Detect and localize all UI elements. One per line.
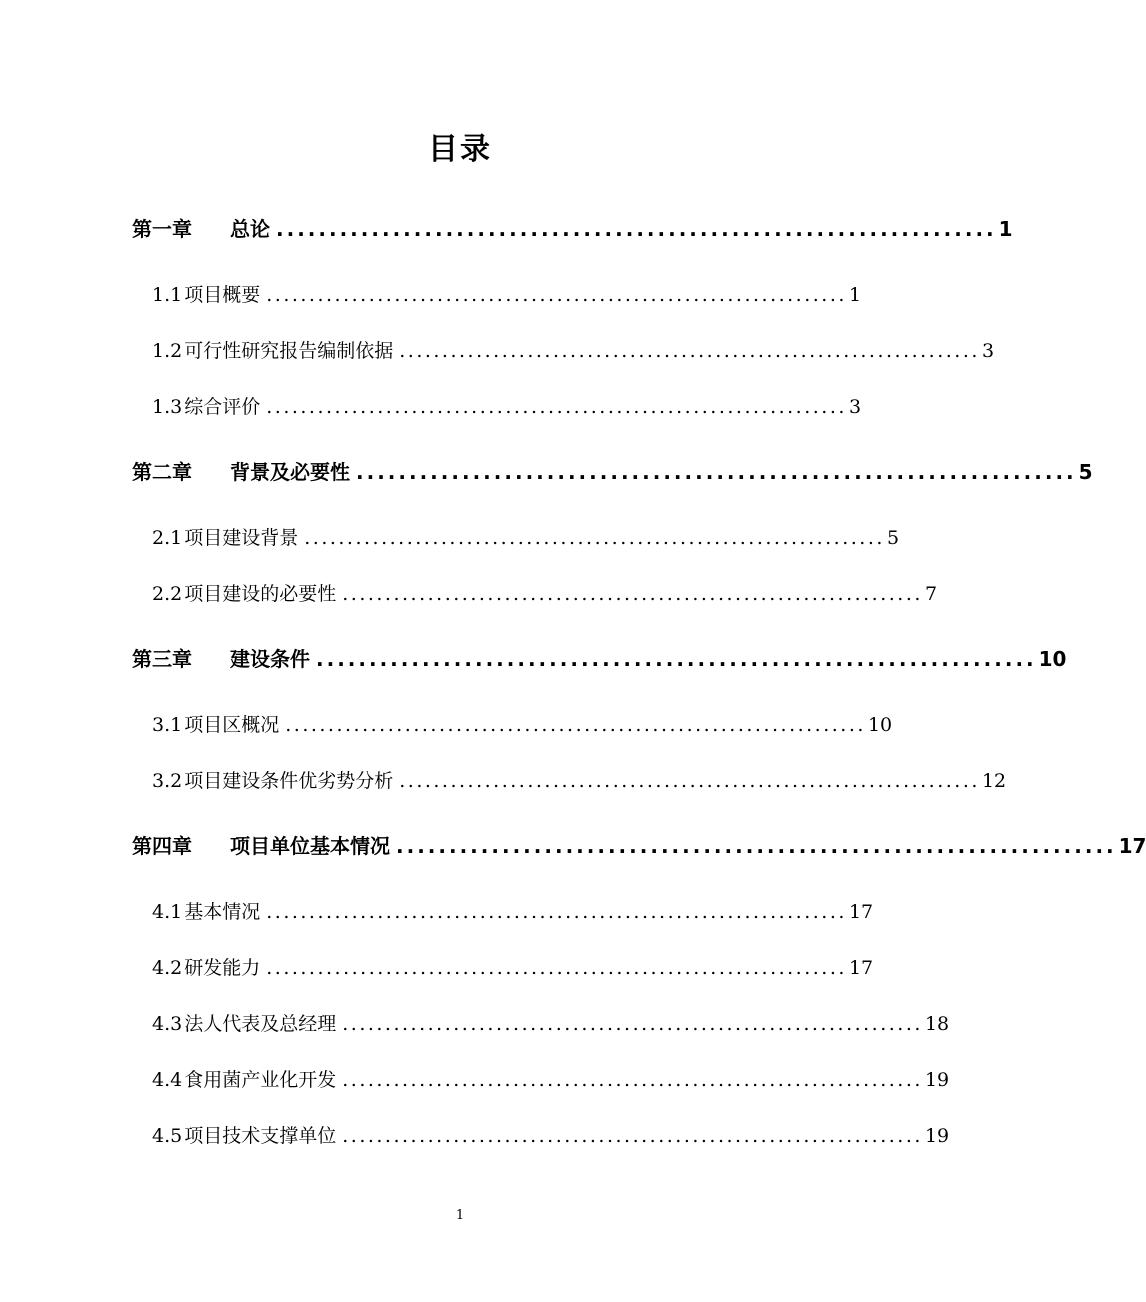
dot-leader: .................................................................... [316, 647, 1037, 671]
toc-entry-page: 5 [886, 527, 900, 549]
toc-entry-section-3-1[interactable] [152, 708, 893, 742]
toc-entry-label: 背景及必要性 [230, 460, 350, 484]
toc-entry-label: 基本情况 [184, 901, 261, 923]
toc-entry-label: 项目技术支撑单位 [184, 1125, 337, 1147]
toc-entry-label: 总论 [230, 217, 270, 241]
toc-entry-number: 1.1 [152, 284, 183, 306]
dot-leader: .................................................................... [266, 396, 847, 418]
toc-entry-page: 10 [867, 714, 893, 736]
toc-entry-chapter-4[interactable] [132, 829, 1146, 863]
toc-entry-page: 1 [848, 284, 862, 306]
dot-leader: .................................................................... [285, 714, 866, 736]
toc-entry-label: 项目建设条件优劣势分析 [184, 770, 394, 792]
toc-entry-number: 3.2 [152, 770, 183, 792]
toc-entry-number: 3.1 [152, 714, 183, 736]
dot-leader: .................................................................... [356, 460, 1077, 484]
dot-leader: .................................................................... [266, 901, 847, 923]
dot-leader: .................................................................... [342, 1069, 923, 1091]
toc-entry-number: 2.2 [152, 583, 183, 605]
toc-entry-label: 项目建设背景 [184, 527, 299, 549]
toc-entry-page: 19 [924, 1125, 950, 1147]
toc-entry-page: 5 [1078, 460, 1093, 484]
toc-entry-section-1-2[interactable] [152, 334, 995, 368]
toc-entry-page: 3 [848, 396, 862, 418]
dot-leader: .................................................................... [342, 1125, 923, 1147]
toc-entry-page: 17 [1118, 834, 1146, 858]
toc-entry-page: 10 [1038, 647, 1067, 671]
toc-entry-number: 第一章 [132, 217, 192, 241]
toc-entry-section-3-2[interactable] [152, 764, 1007, 798]
toc-entry-label: 项目概要 [184, 284, 261, 306]
toc-entry-number: 4.2 [152, 957, 183, 979]
toc-entry-page: 18 [924, 1013, 950, 1035]
toc-entry-number: 第四章 [132, 834, 192, 858]
toc-entry-page: 3 [981, 340, 995, 362]
dot-leader: .................................................................... [266, 957, 847, 979]
toc-entry-chapter-3[interactable] [132, 642, 1067, 676]
dot-leader: .................................................................... [396, 834, 1117, 858]
page-title: 目录 [428, 132, 492, 167]
toc-entry-section-4-2[interactable] [152, 951, 874, 985]
dot-leader: .................................................................... [399, 770, 980, 792]
toc-entry-number: 1.3 [152, 396, 183, 418]
dot-leader: .................................................................... [276, 217, 997, 241]
toc-entry-label: 建设条件 [230, 647, 310, 671]
toc-entry-page: 7 [924, 583, 938, 605]
toc-entry-number: 4.1 [152, 901, 183, 923]
toc-entry-chapter-2[interactable] [132, 455, 1093, 489]
toc-entry-page: 1 [998, 217, 1013, 241]
toc-entry-number: 1.2 [152, 340, 183, 362]
toc-entry-number: 4.5 [152, 1125, 183, 1147]
toc-entry-number: 第三章 [132, 647, 192, 671]
toc-entry-section-2-2[interactable] [152, 577, 938, 611]
dot-leader: .................................................................... [342, 1013, 923, 1035]
toc-entry-number: 第二章 [132, 460, 192, 484]
toc-entry-label: 研发能力 [184, 957, 261, 979]
toc-entry-page: 17 [848, 901, 874, 923]
page-number-footer: 1 [455, 1208, 465, 1223]
toc-entry-section-2-1[interactable] [152, 521, 900, 555]
toc-entry-number: 2.1 [152, 527, 183, 549]
toc-entry-label: 综合评价 [184, 396, 261, 418]
toc-entry-label: 项目单位基本情况 [230, 834, 390, 858]
toc-entry-section-1-1[interactable] [152, 278, 862, 312]
toc-entry-section-4-1[interactable] [152, 895, 874, 929]
dot-leader: .................................................................... [266, 284, 847, 306]
toc-entry-section-4-4[interactable] [152, 1063, 950, 1097]
toc-entry-number: 4.3 [152, 1013, 183, 1035]
toc-entry-label: 可行性研究报告编制依据 [184, 340, 394, 362]
toc-entry-page: 19 [924, 1069, 950, 1091]
toc-entry-chapter-1[interactable] [132, 212, 1013, 246]
toc-entry-label: 食用菌产业化开发 [184, 1069, 337, 1091]
toc-entry-section-4-3[interactable] [152, 1007, 950, 1041]
dot-leader: .................................................................... [342, 583, 923, 605]
dot-leader: .................................................................... [399, 340, 980, 362]
toc-entry-section-4-5[interactable] [152, 1119, 950, 1153]
toc-entry-label: 项目区概况 [184, 714, 280, 736]
toc-entry-number: 4.4 [152, 1069, 183, 1091]
toc-entry-section-1-3[interactable] [152, 390, 862, 424]
toc-entry-page: 17 [848, 957, 874, 979]
dot-leader: .................................................................... [304, 527, 885, 549]
toc-entry-page: 12 [981, 770, 1007, 792]
toc-entry-label: 法人代表及总经理 [184, 1013, 337, 1035]
toc-entry-label: 项目建设的必要性 [184, 583, 337, 605]
